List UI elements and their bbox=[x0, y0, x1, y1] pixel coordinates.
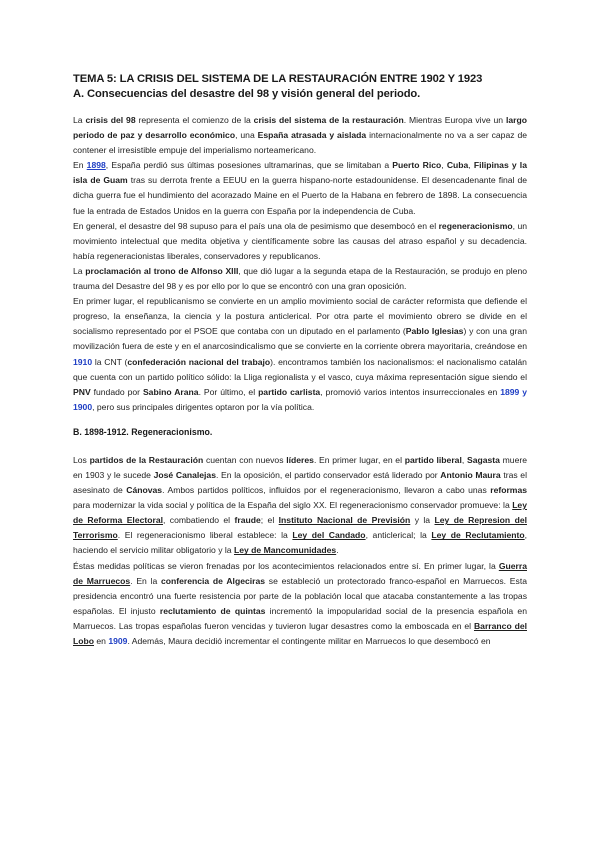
bold-text: líderes bbox=[286, 454, 314, 465]
underlined-term: Ley de Reforma Electoral bbox=[73, 500, 527, 526]
underlined-term: Guerra de Marruecos bbox=[73, 560, 527, 586]
text-run: , una bbox=[235, 130, 258, 141]
text-run: . Por último, el bbox=[198, 386, 259, 397]
bold-text: regeneracionismo bbox=[438, 220, 513, 231]
text-run: fundado por bbox=[90, 386, 143, 397]
underlined-term: Instituto Nacional de Previsión bbox=[278, 515, 411, 526]
text-run: En primer lugar, el republicanismo se convierte en un amplio movimiento social de carácter reformista que defiende el progreso, la enseñanza, la ciencia y la postura anticlerical. Por otra parte el movimiento obrero se divide en el socialismo representado por el PSOE que contaba con un diputado en el parlamento ( bbox=[73, 296, 527, 337]
bold-text: partido liberal bbox=[404, 454, 462, 465]
text-run: . En la bbox=[130, 575, 161, 586]
section-b-heading: B. 1898-1912. Regeneracionismo. bbox=[73, 426, 213, 437]
highlighted-date: 1910 bbox=[73, 356, 93, 367]
text-run: , bbox=[461, 454, 467, 465]
bold-text: Puerto Rico bbox=[392, 160, 442, 171]
bold-text: partidos de la Restauración bbox=[89, 454, 204, 465]
bold-text: crisis del 98 bbox=[85, 115, 136, 125]
bold-text: Cuba bbox=[446, 160, 469, 171]
paragraph-crisis-98 bbox=[73, 113, 527, 158]
bold-text: PNV bbox=[73, 386, 91, 397]
paragraph-marruecos bbox=[73, 559, 527, 650]
paragraph-opposition bbox=[73, 294, 527, 415]
text-run: , pero sus principales dirigentes optaron por la vía política. bbox=[92, 401, 315, 412]
text-run: . En la oposición, el partido conservador está liderado por bbox=[216, 469, 441, 480]
text-run: , bbox=[441, 160, 447, 171]
text-run: . Además, Maura decidió incrementar el contingente militar en Marruecos lo que desembocó en bbox=[127, 636, 491, 646]
section-a-heading: A. Consecuencias del desastre del 98 y visión general del periodo. bbox=[73, 88, 421, 100]
text-run: tras su derrota frente a EEUU en la guerra hispano-norte estadounidense. El desencadenante final de dicha guerra fue el hundimiento del acorazado Maine en el Puerto de la Habana en febrero de 1898. La consecuencia fue la entrada de Estados Unidos en la guerra con España por la independencia de Cuba. bbox=[73, 175, 528, 216]
text-run: cuentan con nuevos bbox=[203, 454, 287, 465]
highlighted-date: 1909 bbox=[108, 636, 128, 646]
paragraph-regeneracionismo bbox=[73, 219, 527, 264]
bold-text: Antonio Maura bbox=[440, 469, 501, 480]
text-run: . bbox=[336, 545, 339, 556]
text-run: En bbox=[73, 160, 87, 171]
underlined-term: Ley de Mancomunidades bbox=[233, 545, 337, 556]
text-run: , haciendo el servicio militar obligatorio y la bbox=[73, 530, 528, 556]
text-run: En general, el desastre del 98 supuso para el país una ola de pesimismo que desembocó en el bbox=[73, 220, 439, 231]
text-run: ) y con una gran movilización fuera de este y en el anarcosindicalismo que se convierte en la corriente obrera mayoritaria, creándose en bbox=[73, 326, 527, 352]
text-run: , combatiendo el bbox=[163, 515, 235, 526]
text-run: representa el comienzo de la bbox=[135, 115, 254, 125]
text-run: , bbox=[468, 160, 474, 171]
bold-text: crisis del sistema de la restauración bbox=[253, 115, 404, 125]
bold-text: Cánovas bbox=[126, 485, 163, 496]
text-run: . En primer lugar, en el bbox=[313, 454, 405, 465]
text-run: , promovió varios intentos insurreccionales en bbox=[320, 386, 501, 397]
bold-text: reclutamiento de quintas bbox=[159, 605, 266, 616]
text-run: , anticlerical; la bbox=[365, 530, 432, 541]
bold-text: partido carlista bbox=[258, 386, 321, 397]
text-run: incrementó la impopularidad social de la presencia española en Marruecos. Las tropas españolas fueron vencidas y tuvieron lugar desastres como la emboscada en el bbox=[73, 605, 527, 631]
bold-text: conferencia de Algeciras bbox=[160, 575, 266, 586]
paragraph-party-leaders bbox=[73, 453, 527, 559]
bold-text: Sabino Arana bbox=[142, 386, 199, 397]
text-run: . Ambos partidos políticos, influidos por el regeneracionismo, llevaron a cabo unas bbox=[162, 485, 491, 496]
text-run: ; el bbox=[260, 515, 279, 526]
highlighted-date: 1898 bbox=[86, 160, 106, 171]
bold-text: Sagasta bbox=[466, 454, 500, 465]
bold-text: reformas bbox=[490, 485, 527, 496]
text-run: Éstas medidas políticas se vieron frenadas por los acontecimientos relacionados entre sí. En primer lugar, la bbox=[73, 560, 499, 571]
bold-text: José Canalejas bbox=[153, 469, 216, 480]
text-run: y la bbox=[410, 515, 435, 526]
bold-text: Pablo Iglesias bbox=[405, 326, 464, 337]
highlighted-date: 1899 y 1900 bbox=[73, 386, 528, 412]
document-title: TEMA 5: LA CRISIS DEL SISTEMA DE LA RESTAURACIÓN ENTRE 1902 Y 1923 bbox=[73, 73, 483, 85]
underlined-term: Ley del Candado bbox=[292, 530, 366, 541]
text-run: La bbox=[73, 115, 86, 125]
text-run: la CNT ( bbox=[92, 356, 128, 367]
text-run: . El regeneracionismo liberal establece: la bbox=[117, 530, 293, 541]
underlined-term: Ley de Reclutamiento bbox=[431, 530, 525, 541]
text-run: La bbox=[73, 265, 86, 276]
paragraph-1898-losses bbox=[73, 158, 527, 218]
bold-text: España atrasada y aislada bbox=[257, 130, 367, 141]
bold-text: Filipinas y la isla de Guam bbox=[73, 160, 527, 186]
bold-text: proclamación al trono de Alfonso XIII bbox=[85, 265, 239, 276]
text-run: se estableció un protectorado franco-español en Marruecos. Esta presidencia encontró una fuerte resistencia por parte de la población local que atacaba constantemente a las tropas españolas. El injusto bbox=[73, 575, 527, 616]
text-run: para modernizar la vida social y política de la España del siglo XX. El regeneracionismo conservador promueve: la bbox=[73, 500, 513, 511]
text-run: muere en 1903 y le sucede bbox=[73, 454, 528, 480]
text-run: , un movimiento intelectual que medita objetiva y científicamente sobre las causas del atraso español y su decadencia. había regeneracionistas liberales, conservadores y republicanos. bbox=[73, 220, 528, 261]
bold-text: confederación nacional del trabajo bbox=[127, 356, 271, 367]
text-run: internacionalmente no va a ser capaz de contener el irresistible empuje del imperialismo norteamericano. bbox=[73, 130, 527, 156]
text-run: ). encontramos también los nacionalismos: el nacionalismo catalán que cuenta con un partido político sólido: la Lliga regionalista y el vasco, cuya máxima representación sigue siendo el bbox=[73, 356, 527, 382]
text-run: , que dió lugar a la segunda etapa de la Restauración, se produjo en pleno trauma del Desastre del 98 y es por ello por lo que se encontró con una gran oposición. bbox=[73, 265, 528, 292]
bold-text: largo periodo de paz y desarrollo económico bbox=[73, 115, 527, 141]
text-run: , España perdió sus últimas posesiones ultramarinas, que se limitaban a bbox=[105, 160, 393, 171]
text-run: . Mientras Europa vive un bbox=[403, 115, 506, 125]
text-run: tras el asesinato de bbox=[73, 469, 527, 496]
underlined-term: Barranco del Lobo bbox=[73, 620, 527, 646]
text-run: en bbox=[94, 636, 109, 646]
paragraph-alfonso-xiii bbox=[73, 264, 527, 294]
bold-text: fraude bbox=[234, 515, 261, 526]
text-run: Los bbox=[73, 454, 90, 465]
underlined-term: Ley de Represion del Terrorismo bbox=[73, 515, 527, 541]
